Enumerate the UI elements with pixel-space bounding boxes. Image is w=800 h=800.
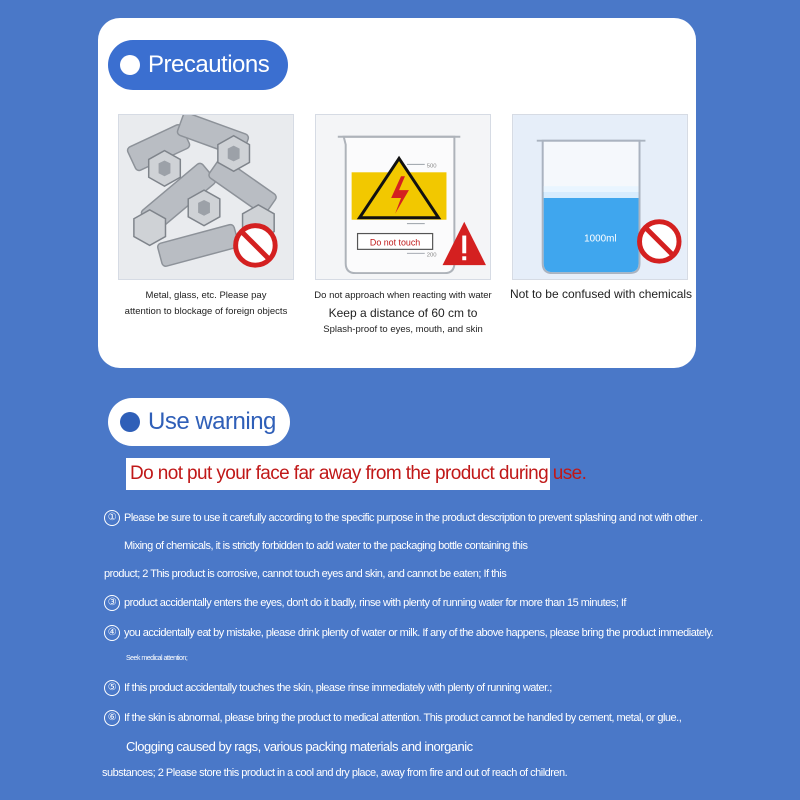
- chemical-beaker-image: [512, 114, 688, 280]
- precautions-title: Precautions: [148, 51, 270, 78]
- caption-line: Not to be confused with chemicals: [509, 287, 693, 301]
- metal-objects-image: [118, 114, 294, 280]
- caption-beaker: [310, 288, 496, 338]
- number-marker: ⑤: [104, 680, 120, 696]
- warning-line: substances; 2 Please store this product in a cool and dry place, away from fire and out of reach of children.: [102, 767, 568, 779]
- number-marker: ①: [104, 510, 120, 526]
- warning-line: ① Please be sure to use it carefully according to the specific purpose in the product description to prevent splashing and not with other .: [104, 510, 702, 526]
- warning-line: Seek medical attention;: [126, 655, 188, 662]
- use-warning-header: [108, 398, 290, 446]
- caption-chemicals: [508, 286, 694, 302]
- number-marker: ⑥: [104, 710, 120, 726]
- prohibit-icon: [640, 222, 680, 262]
- warning-line: Mixing of chemicals, it is strictly forbidden to add water to the packaging bottle containing this: [124, 540, 528, 552]
- use-warning-title: Use warning: [148, 408, 276, 435]
- svg-text:500: 500: [426, 163, 437, 170]
- svg-text:200: 200: [426, 252, 437, 259]
- caption-metal: [118, 288, 294, 320]
- bullet-dot: [120, 412, 140, 432]
- warning-line: ⑥ If the skin is abnormal, please bring the product to medical attention. This product cannot be handled by cement, metal, or glue.,: [104, 710, 681, 726]
- precautions-header: [108, 40, 288, 90]
- caption-line: Do not approach when reacting with water: [314, 290, 492, 301]
- beaker-warning-image: [315, 114, 491, 280]
- caption-line: attention to blockage of foreign objects: [124, 306, 288, 317]
- warning-line: Clogging caused by rags, various packing materials and inorganic: [126, 739, 473, 754]
- warning-line: ⑤ If this product accidentally touches the skin, please rinse immediately with plenty of running water.;: [104, 680, 552, 696]
- svg-text:1000ml: 1000ml: [584, 233, 617, 245]
- bullet-dot: [120, 55, 140, 75]
- svg-text:Do not touch: Do not touch: [369, 237, 421, 248]
- warning-line: ③ product accidentally enters the eyes, don't do it badly, rinse with plenty of running water for more than 15 minutes; If: [104, 595, 626, 611]
- warning-line: product; 2 This product is corrosive, cannot touch eyes and skin, and cannot be eaten; If this: [104, 568, 507, 580]
- caption-line: Keep a distance of 60 cm to: [328, 306, 478, 320]
- precautions-card: [98, 18, 696, 368]
- caption-line: Metal, glass, etc. Please pay: [145, 290, 267, 301]
- number-marker: ④: [104, 625, 120, 641]
- warning-headline: Do not put your face far away from the product during use.: [126, 458, 550, 490]
- caption-line: Splash-proof to eyes, mouth, and skin: [323, 324, 483, 335]
- number-marker: ③: [104, 595, 120, 611]
- warning-line: ④ you accidentally eat by mistake, please drink plenty of water or milk. If any of the above happens, please bring the product immediately.: [104, 625, 713, 641]
- prohibit-icon: [236, 226, 276, 266]
